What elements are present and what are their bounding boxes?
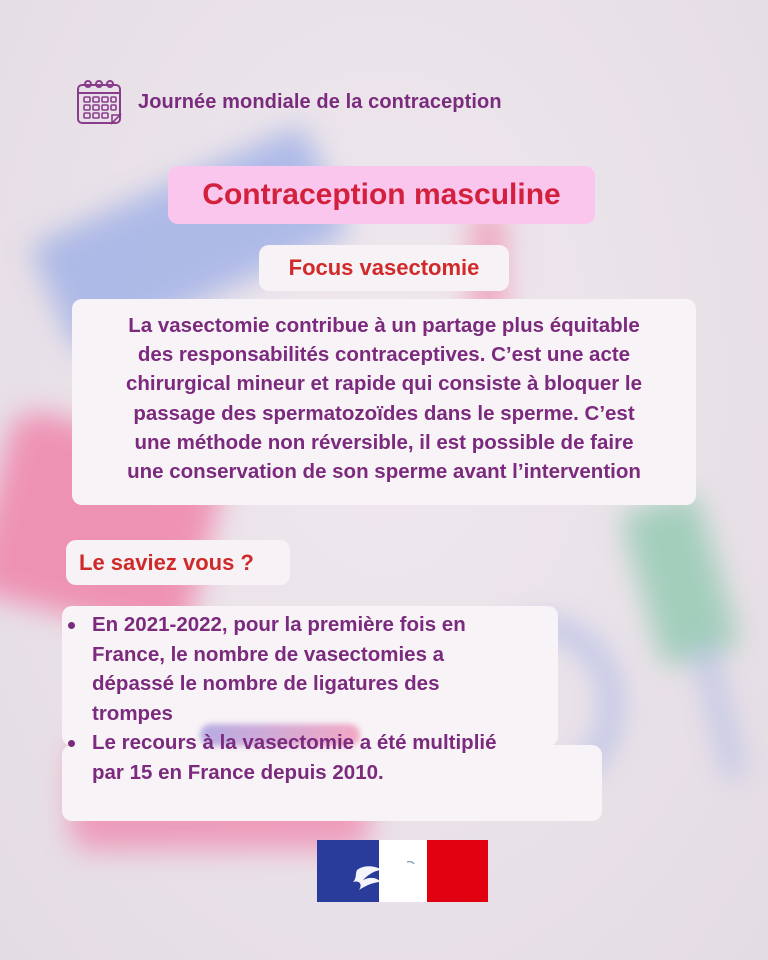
fact-item: Le recours à la vasectomie a été multiplié par 15 en France depuis 2010.: [62, 728, 602, 787]
bullet-icon: [68, 740, 75, 747]
fact-item: En 2021-2022, pour la première fois en France, le nombre de vasectomies a dépassé le nombre de ligatures des trompes: [62, 606, 602, 728]
bullet-icon: [68, 622, 75, 629]
body-paragraph: [72, 299, 696, 505]
body-line: passage des spermatozoïdes dans le sperme. C’est: [133, 401, 635, 425]
body-line: une méthode non réversible, il est possible de faire: [134, 430, 634, 454]
body-line: une conservation de son sperme avant l’intervention: [127, 460, 641, 484]
calendar-icon: [76, 78, 122, 126]
marianne-profile-icon: [317, 840, 488, 902]
main-title: Contraception masculine: [168, 166, 595, 224]
marianne-logo: [317, 840, 488, 902]
subtitle: Focus vasectomie: [259, 245, 509, 291]
header-title: Journée mondiale de la contraception: [138, 90, 502, 113]
body-line: chirurgical mineur et rapide qui consiste à bloquer le: [125, 372, 643, 396]
body-line: La vasectomie contribue à un partage plus équitable: [128, 314, 640, 337]
facts-list: [62, 606, 602, 787]
header: [76, 78, 502, 126]
saviez-heading: Le saviez vous ?: [66, 540, 290, 585]
body-line: des responsabilités contraceptives. C’est une acte: [137, 343, 631, 367]
